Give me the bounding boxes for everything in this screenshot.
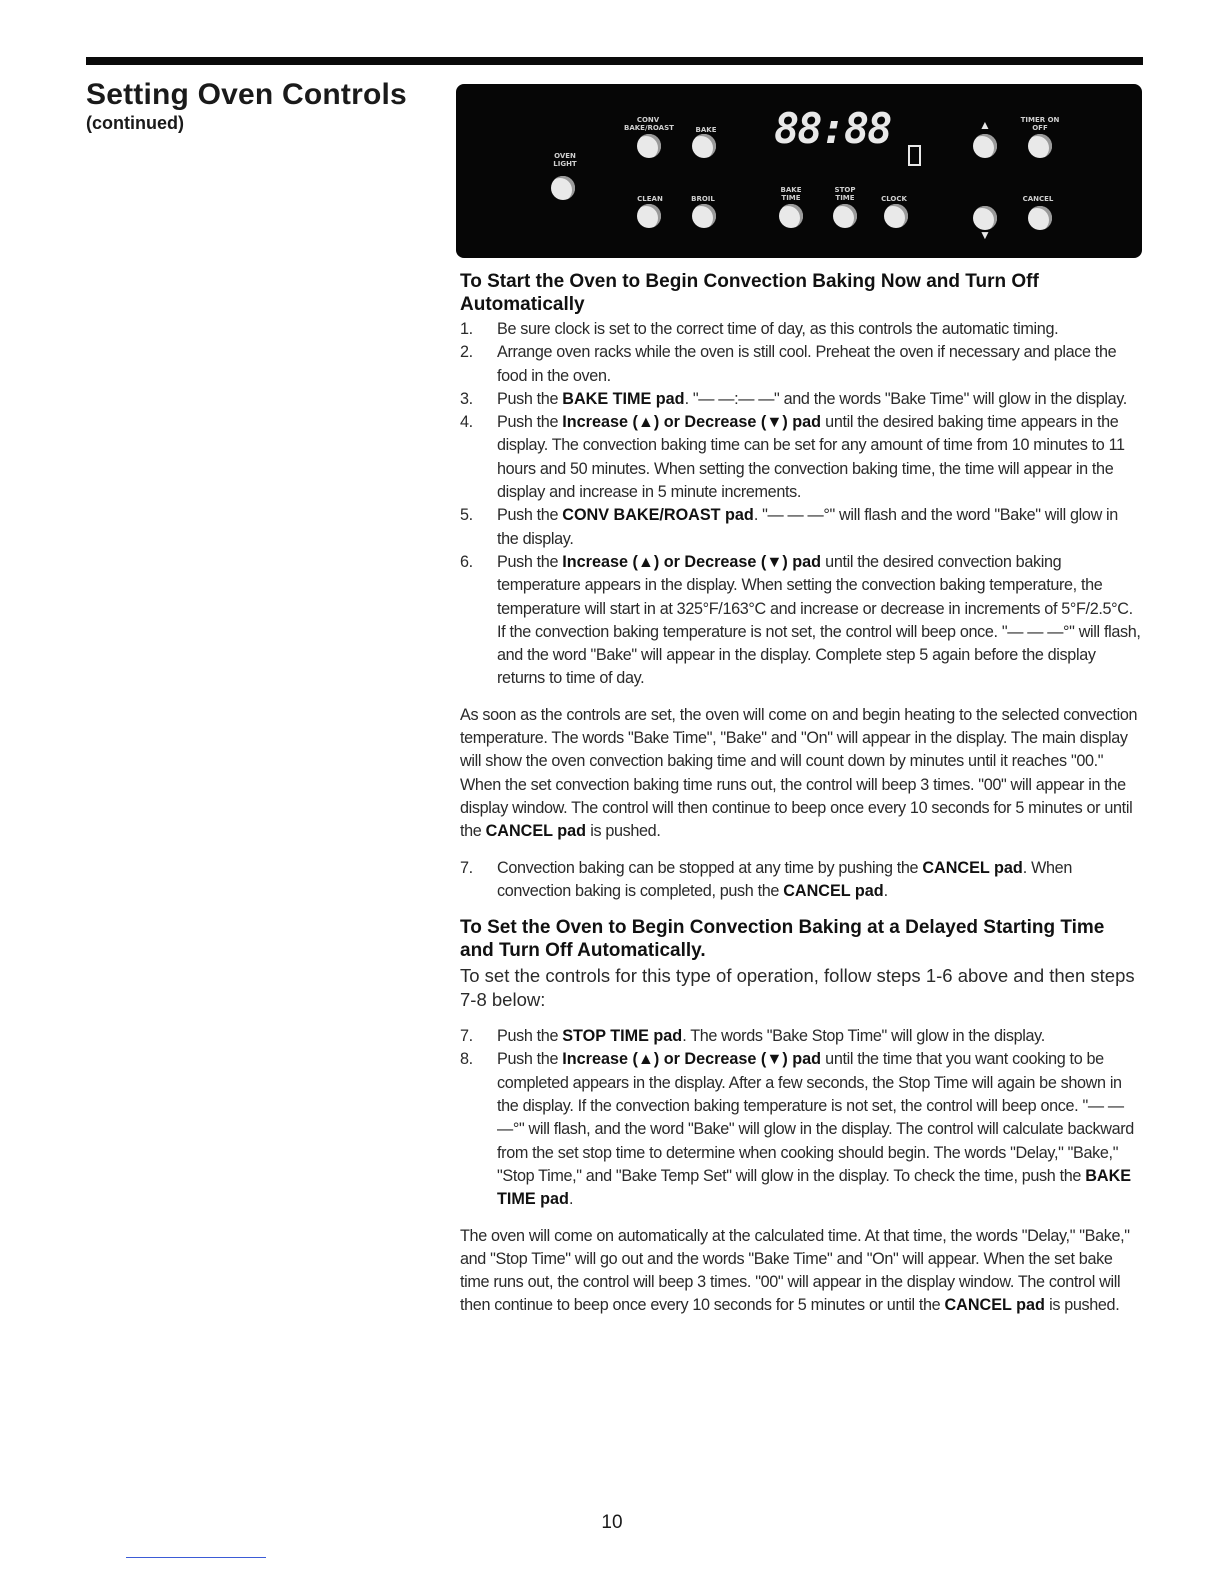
step-6 [460, 551, 1143, 691]
oven-light-pad [551, 176, 575, 200]
step-text: until the desired baking time appears in the display. The convection baking time can be set for any amount of time from 10 minutes to 11 hours and 50 minutes. When setting the convection baking time, the time will appear in the display and increase in 5 minute increments. [497, 413, 1125, 502]
bake-time-pad [779, 204, 803, 228]
paragraph-text: The oven will come on automatically at the calculated time. At that time, the words "Delay," "Bake," and "Stop Time" will go out and the words "Bake Time" and "On" will appear. When the set bake time runs out, the control will beep 3 times. "00" will appear in the display window. The control will then continue to beep once every 10 seconds for 5 minutes or until the [460, 1226, 1130, 1315]
page-title: Setting Oven Controls [86, 78, 407, 111]
section2-paragraph [460, 1225, 1143, 1318]
broil-label: BROIL [691, 195, 715, 203]
cancel-label: CANCEL [1022, 195, 1054, 203]
section1-paragraph [460, 704, 1143, 844]
step-7-delayed [460, 1025, 1143, 1048]
step-text: . The words "Bake Stop Time" will glow in the display. [682, 1027, 1045, 1046]
step-text: . When convection baking is completed, push the [497, 858, 1072, 900]
step-1 [460, 318, 1143, 341]
step-2 [460, 341, 1143, 388]
pad-name: BAKE TIME pad [562, 389, 685, 408]
oven-light-label: OVEN LIGHT [553, 152, 577, 168]
arrow-down-icon: ▼ [979, 228, 991, 242]
clock-pad [884, 204, 908, 228]
conv-bake-roast-pad [637, 134, 661, 158]
step-text: until the desired convection baking temperature appears in the display. When setting the convection baking temperature, the temperature will start in at 325°F/163°C and increase or decrease in increments of 5°F/2.5°C. If the convection baking temperature is not set, the control will beep once. "— — —°" will flash, and the word "Bake" will appear in the display. Complete step 5 again before the display returns to time of day. [497, 552, 1141, 688]
conv-bake-roast-label: CONV BAKE/ROAST [624, 116, 674, 132]
bake-time-label: BAKE TIME [780, 186, 802, 202]
bake-pad [692, 134, 716, 158]
step-text: Push the [497, 389, 563, 408]
step-text: Arrange oven racks while the oven is still cool. Preheat the oven if necessary and place the food in the oven. [497, 343, 1117, 385]
increase-pad [973, 134, 997, 158]
step-number: 7. [460, 1027, 473, 1046]
step-text: Push the [497, 1050, 563, 1069]
step-number: 1. [460, 320, 473, 338]
step-number: 5. [460, 506, 473, 525]
pad-name: CANCEL pad [944, 1296, 1045, 1315]
step-number: 8. [460, 1050, 473, 1069]
pad-name: Increase (▲) or Decrease (▼) pad [562, 413, 822, 432]
clean-pad [637, 204, 661, 228]
arrow-up-icon: ▲ [979, 118, 991, 132]
pad-name: CANCEL pad [922, 858, 1023, 877]
pad-name: CANCEL pad [485, 822, 587, 841]
step-4 [460, 411, 1143, 504]
step-text: Push the [497, 506, 563, 525]
section1-heading: To Start the Oven to Begin Convection Baking Now and Turn Off Automatically [460, 271, 1039, 315]
paragraph-text: is pushed. [586, 822, 661, 841]
section1-steps [460, 318, 1143, 691]
decrease-pad [973, 206, 997, 230]
clock-label: CLOCK [881, 195, 907, 203]
section2-heading: To Set the Oven to Begin Convection Baking at a Delayed Starting Time and Turn Off Automatically. [460, 917, 1105, 962]
stop-time-label: STOP TIME [834, 186, 856, 202]
bake-label: BAKE [695, 126, 717, 134]
oven-control-panel-image [456, 84, 1142, 258]
pad-name: Increase (▲) or Decrease (▼) pad [562, 1050, 822, 1069]
step-number: 4. [460, 413, 473, 432]
stop-time-pad [833, 204, 857, 228]
step-text: . [568, 1190, 574, 1209]
instructions [460, 270, 1143, 1318]
top-rule [86, 57, 1143, 65]
step-text: Push the [497, 552, 563, 571]
bottom-link-line [126, 1557, 266, 1558]
cancel-pad [1028, 206, 1052, 230]
step-number: 2. [460, 343, 473, 362]
step-number: 3. [460, 389, 473, 408]
broil-pad [692, 204, 716, 228]
timer-on-off-pad [1028, 134, 1052, 158]
paragraph-text: is pushed. [1044, 1296, 1120, 1315]
step-text: Convection baking can be stopped at any time by pushing the [497, 858, 923, 877]
pad-name: BAKE TIME pad [497, 1166, 1132, 1209]
section1-step7 [460, 857, 1143, 904]
step-7 [460, 857, 1143, 904]
step-text: Push the [497, 413, 563, 432]
pad-name: CONV BAKE/ROAST pad [562, 506, 754, 525]
step-text: until the time that you want cooking to be completed appears in the display. After a few seconds, the Stop Time will again be shown in the display. If the convection baking temperature is not set, the control will beep once. "— — —°" will flash, and the word "Bake" will glow in the display. The control will calculate backward from the set stop time to determine when cooking should begin. The words "Delay," "Bake," "Stop Time," and "Bake Temp Set" will glow in the display. To check the time, push the [497, 1050, 1134, 1185]
page-subtitle: (continued) [86, 113, 184, 133]
step-number: 7. [460, 858, 473, 877]
section2-steps [460, 1025, 1143, 1211]
timer-on-off-label: TIMER ON OFF [1020, 116, 1060, 132]
step-text: . [883, 881, 888, 900]
step-number: 6. [460, 552, 473, 571]
clock-display: 88:88 [774, 104, 891, 153]
step-text: Be sure clock is set to the correct time of day, as this controls the automatic timing. [497, 320, 1059, 338]
display-indicator [908, 145, 921, 166]
step-8-delayed [460, 1048, 1143, 1211]
step-3 [460, 388, 1143, 411]
step-text: . "— — —°" will flash and the word "Bake" will glow in the display. [497, 506, 1118, 548]
clean-label: CLEAN [637, 195, 663, 203]
paragraph-text: As soon as the controls are set, the oven will come on and begin heating to the selected convection temperature. The words "Bake Time", "Bake" and "On" will appear in the display. The main display will show the oven convection baking time and will count down by minutes until it reaches "00." When the set convection baking time runs out, the control will beep 3 times. "00" will appear in the display window. The control will then continue to beep once every 10 seconds for 5 minutes or until the [460, 705, 1138, 841]
step-5 [460, 504, 1143, 551]
section2-intro: To set the controls for this type of operation, follow steps 1-6 above and then steps 7-8 below: [460, 965, 1135, 1011]
step-text: . "— —:— —" and the words "Bake Time" will glow in the display. [684, 389, 1127, 408]
step-text: Push the [497, 1027, 563, 1046]
pad-name: Increase (▲) or Decrease (▼) pad [562, 552, 822, 571]
pad-name: STOP TIME pad [562, 1027, 683, 1046]
pad-name: CANCEL pad [783, 881, 884, 900]
page-number: 10 [601, 1512, 623, 1533]
